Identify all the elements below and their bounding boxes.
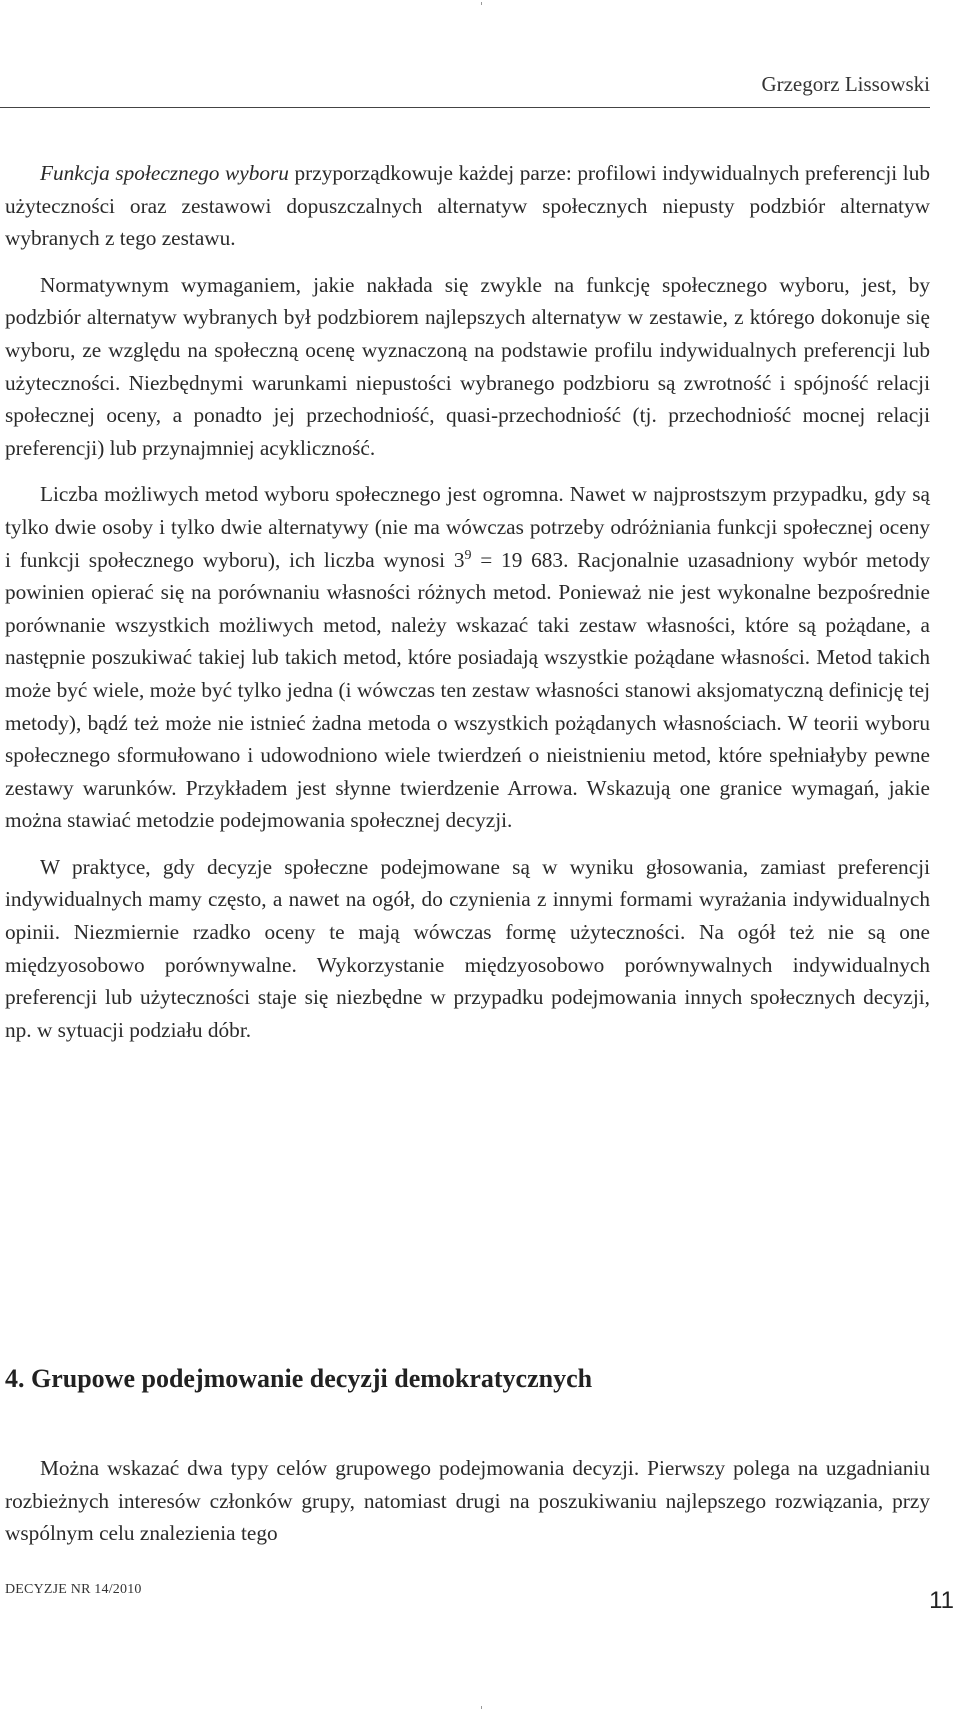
paragraph-text: przyporządkowuje każdej parze: profilowi indywidualnych preferencji lub użyteczności oraz zestawowi dopuszczalnych alternatyw społecznych niepusty podzbiór alternatyw wybranych z tego zestawu. bbox=[5, 161, 930, 251]
exponent: 9 bbox=[464, 547, 472, 563]
paragraph-text: Liczba możliwych metod wyboru społecznego jest ogromna. Nawet w najprostszym przypadku, gdy są tylko dwie osoby i tylko dwie alternatywy (nie ma wówczas potrzeby odróżniania funkcji społecznej oceny i funkcji społecznego wyboru), ich liczba wynosi 3 bbox=[5, 482, 930, 572]
journal-footer: DECYZJE NR 14/2010 bbox=[5, 1582, 142, 1597]
defined-term: Funkcja społecznego wyboru bbox=[40, 161, 289, 185]
paragraph-number-of-methods bbox=[5, 478, 930, 837]
running-header-author: Grzegorz Lissowski bbox=[761, 72, 930, 96]
paragraph-section-intro: Można wskazać dwa typy celów grupowego podejmowania decyzji. Pierwszy polega na uzgadnianiu rozbieżnych interesów członków grupy, natomiast drugi na poszukiwaniu najlepszego rozwiązania, przy wspólnym celu znalezienia tego bbox=[5, 1456, 930, 1546]
paragraph-definition bbox=[5, 157, 930, 255]
paragraph-text: = 19 683. Racjonalnie uzasadniony wybór metody powinien opierać się na porównaniu własności różnych metod. Ponieważ nie jest wykonalne bezpośrednie porównanie wszystkich możliwych metod, należy wskazać taki zestaw własności, które są pożądane, a następnie poszukiwać takiej lub takich metod, które posiadają wszystkie pożądane własności. Metod takich może być wiele, może być tylko jedna (i wówczas ten zestaw własności stanowi aksjomatyczną definicję tej metody), bądź też może nie istnieć żadna metoda o wszystkich pożądanych własnościach. W teorii wyboru społecznego sformułowano i udowodniono wiele twierdzeń o nieistnieniu metod, które spełniałyby pewne zestawy warunków. Przykładem jest słynne twierdzenie Arrowa. Wskazują one granice wymagań, jakie można stawiać metodzie podejmowania społecznej decyzji. bbox=[5, 547, 930, 833]
article-body bbox=[5, 157, 930, 1046]
header-divider bbox=[0, 107, 930, 108]
paragraph-normative: Normatywnym wymaganiem, jakie nakłada się zwykle na funkcję społecznego wyboru, jest, by podzbiór alternatyw wybranych był podzbiorem najlepszych alternatyw w zestawie, z którego dokonuje się wyboru, ze względu na społeczną ocenę wyznaczoną na podstawie profilu indywidualnych preferencji lub użyteczności. Niezbędnymi warunkami niepustości wybranego podzbioru są zwrotność i spójność relacji społecznej oceny, a ponadto jej przechodniość, quasi-przechodniość (tj. przechodniość mocnej relacji preferencji) lub przynajmniej acykliczność. bbox=[5, 272, 930, 460]
section-heading: 4. Grupowe podejmowanie decyzji demokratycznych bbox=[5, 1364, 593, 1393]
crop-mark-bottom bbox=[481, 1706, 482, 1709]
page-number: 11 bbox=[929, 1587, 954, 1614]
section-body bbox=[5, 1452, 930, 1550]
crop-mark-top bbox=[481, 2, 482, 5]
paragraph-practice: W praktyce, gdy decyzje społeczne podejmowane są w wyniku głosowania, zamiast preferencji indywidualnych mamy często, a nawet na ogół, do czynienia z innymi formami wyrażania indywidualnych opinii. Niezmiernie rzadko oceny te mają wówczas formę użyteczności. Na ogół też nie są one międzyosobowo porównywalne. Wykorzystanie międzyosobowo porównywalnych indywidualnych preferencji lub użyteczności staje się niezbędne w przypadku podejmowania innych społecznych decyzji, np. w sytuacji podziału dóbr. bbox=[5, 854, 930, 1042]
